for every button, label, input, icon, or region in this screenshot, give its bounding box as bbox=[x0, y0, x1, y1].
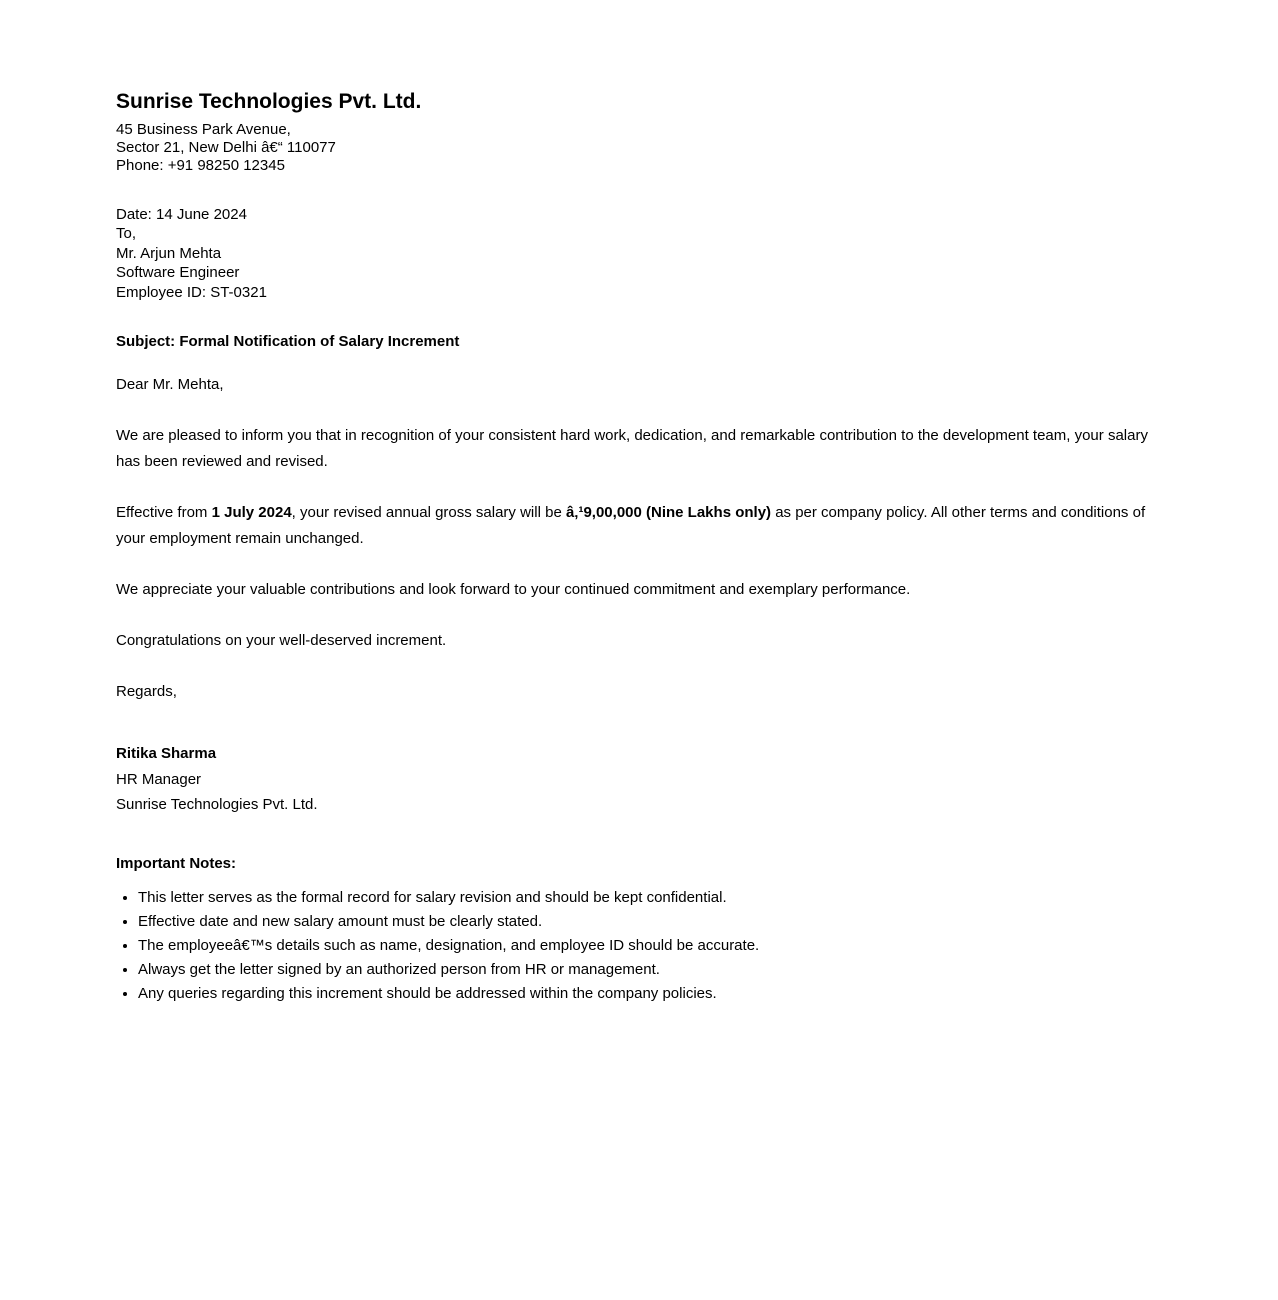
salary-text-after: as per company policy. All other terms and conditions of your employment remain unchanged. bbox=[116, 504, 1146, 548]
paragraph-intro: We are pleased to inform you that in recognition of your consistent hard work, dedication, and remarkable contribution to the development team, your salary has been reviewed and revised. bbox=[116, 427, 1148, 471]
recipient-name: Mr. Arjun Mehta bbox=[116, 244, 222, 262]
salary-text-before: Effective from bbox=[116, 504, 212, 522]
note-item: • This letter serves as the formal record for salary revision and should be kept confidential. bbox=[138, 886, 1162, 910]
signatory-title: HR Manager bbox=[116, 770, 202, 788]
signatory-company: Sunrise Technologies Pvt. Ltd. bbox=[116, 796, 318, 814]
recipient-designation: Software Engineer bbox=[116, 264, 240, 282]
letterhead-address bbox=[116, 121, 1162, 175]
note-item: • The employeeâ€™s details such as name, designation, and employee ID should be accurate. bbox=[138, 934, 1162, 958]
phone-line: Phone: +91 98250 12345 bbox=[116, 157, 285, 174]
subject-line: Subject: Formal Notification of Salary Increment bbox=[116, 333, 460, 351]
greeting: Dear Mr. Mehta, bbox=[116, 376, 224, 394]
address-line-1: 45 Business Park Avenue, bbox=[116, 121, 291, 138]
paragraph-congratulations: Congratulations on your well-deserved increment. bbox=[116, 632, 447, 650]
effective-date: 1 July 2024 bbox=[211, 504, 292, 522]
closing-regards: Regards, bbox=[116, 683, 177, 701]
salary-text-mid: , your revised annual gross salary will be bbox=[291, 504, 566, 522]
note-item: • Always get the letter signed by an authorized person from HR or management. bbox=[138, 958, 1162, 982]
address-line-2: Sector 21, New Delhi â€“ 110077 bbox=[116, 139, 336, 156]
letter-meta bbox=[116, 205, 1162, 302]
date-line: Date: 14 June 2024 bbox=[116, 206, 247, 223]
company-name: Sunrise Technologies Pvt. Ltd. bbox=[116, 90, 422, 113]
recipient-employee-id: Employee ID: ST-0321 bbox=[116, 283, 267, 301]
to-label: To, bbox=[116, 225, 137, 243]
paragraph-salary bbox=[116, 500, 1162, 552]
note-item: • Effective date and new salary amount must be clearly stated. bbox=[138, 910, 1162, 934]
signatory-name: Ritika Sharma bbox=[116, 745, 217, 763]
signature-block bbox=[116, 741, 1162, 818]
salary-amount: â‚¹9,00,000 (Nine Lakhs only) bbox=[565, 504, 772, 522]
note-item: • Any queries regarding this increment should be addressed within the company policies. bbox=[138, 982, 1162, 1006]
notes-heading: Important Notes: bbox=[116, 854, 236, 872]
notes-list bbox=[116, 886, 1162, 1006]
paragraph-appreciation: We appreciate your valuable contributions and look forward to your continued commitment and exemplary performance. bbox=[116, 581, 911, 599]
